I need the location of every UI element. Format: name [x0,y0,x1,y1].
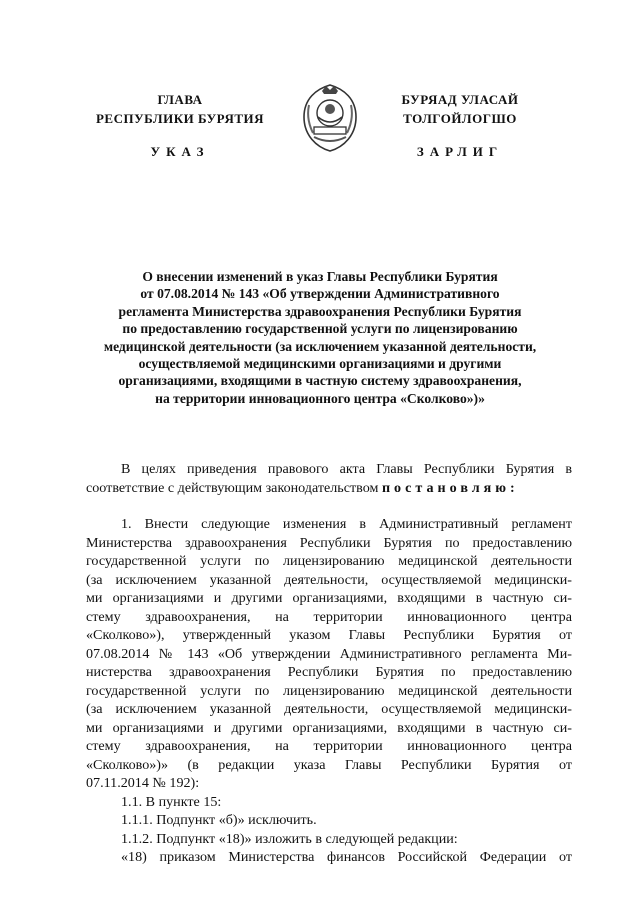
operative-word: постановляю: [381,479,519,496]
paragraph-line: (за исключением указанной деятельности, осуществляемой медицински- [86,701,572,717]
title-line: по предоставлению государственной услуги по лицензированию [122,321,518,337]
paragraph-line: 07.08.2014 № 143 «Об утверждении Административного регламента Ми- [86,645,572,662]
paragraph-line: стему здравоохранения, на территории инновационного центра [86,608,572,625]
decree-label-bua: ЗАРЛИГ [416,144,504,159]
preamble-line [86,479,572,498]
title-line: на территории инновационного центра «Сколково»)» [155,390,485,406]
paragraph-line: Министерства здравоохранения Республики Бурятия по предоставлению [86,534,572,551]
coat-of-arms-emblem [300,83,360,153]
paragraph-line: (за исключением указанной деятельности, осуществляемой медицински- [86,571,572,588]
title-line: от 07.08.2014 № 143 «Об утверждении Административного [140,286,500,302]
paragraph-line: стему здравоохранения, на территории инновационного центра [86,738,572,754]
title-line: О внесении изменений в указ Главы Республики Бурятия [142,269,498,284]
paragraph-line: 1. Внести следующие изменения в Административный регламент [121,516,572,532]
paragraph-line: «Сколково»)» (в редакции указа Главы Республики Бурятия от [86,756,572,773]
title-line: регламента Министерства здравоохранения Республики Бурятия [118,303,522,319]
list-item: 1.1.2. Подпункт «18)» изложить в следующей редакции: [121,830,458,847]
header-right [360,90,560,128]
list-item: 1.1.1. Подпункт «б)» исключить. [121,812,317,828]
header-left [60,90,300,128]
title-line: организациями, входящими в частную систему здравоохранения, [118,373,522,389]
paragraph-line: ми организациями и другими организациями, входящими в частную си- [86,719,572,736]
paragraph-line: «Сколково»), утвержденный указом Главы Республики Бурятия от [86,627,572,643]
paragraph-line: 07.11.2014 № 192): [86,775,200,791]
list-item: «18) приказом Министерства финансов Российской Федерации от [121,849,572,865]
preamble-text: соответствие с действующим законодательством [86,479,382,496]
decree-label-ru: УКАЗ [150,144,210,159]
list-item: 1.1. В пункте 15: [121,793,222,810]
document-title [70,268,570,407]
preamble-line: В целях приведения правового акта Главы Республики Бурятия в [121,461,572,477]
paragraph-line: государственной услуги по лицензированию медицинской деятельности [86,553,572,569]
paragraph-line: нистерства здравоохранения Республики Бурятия по предоставлению [86,664,572,680]
paragraph-line: ми организациями и другими организациями, входящими в частную си- [86,590,572,606]
header-left-line2: РЕСПУБЛИКИ БУРЯТИЯ [95,111,265,126]
header-right-line1: БУРЯАД УЛАСАЙ [401,92,519,107]
title-line: осуществляемой медицинскими организациями и другими [138,356,502,372]
header-right-line2: ТОЛГОЙЛОГШО [403,111,517,126]
title-line: медицинской деятельности (за исключением указанной деятельности, [103,338,537,354]
paragraph-line: государственной услуги по лицензированию медицинской деятельности [86,682,572,699]
document-body [86,460,572,867]
header-left-line1: ГЛАВА [157,92,203,107]
